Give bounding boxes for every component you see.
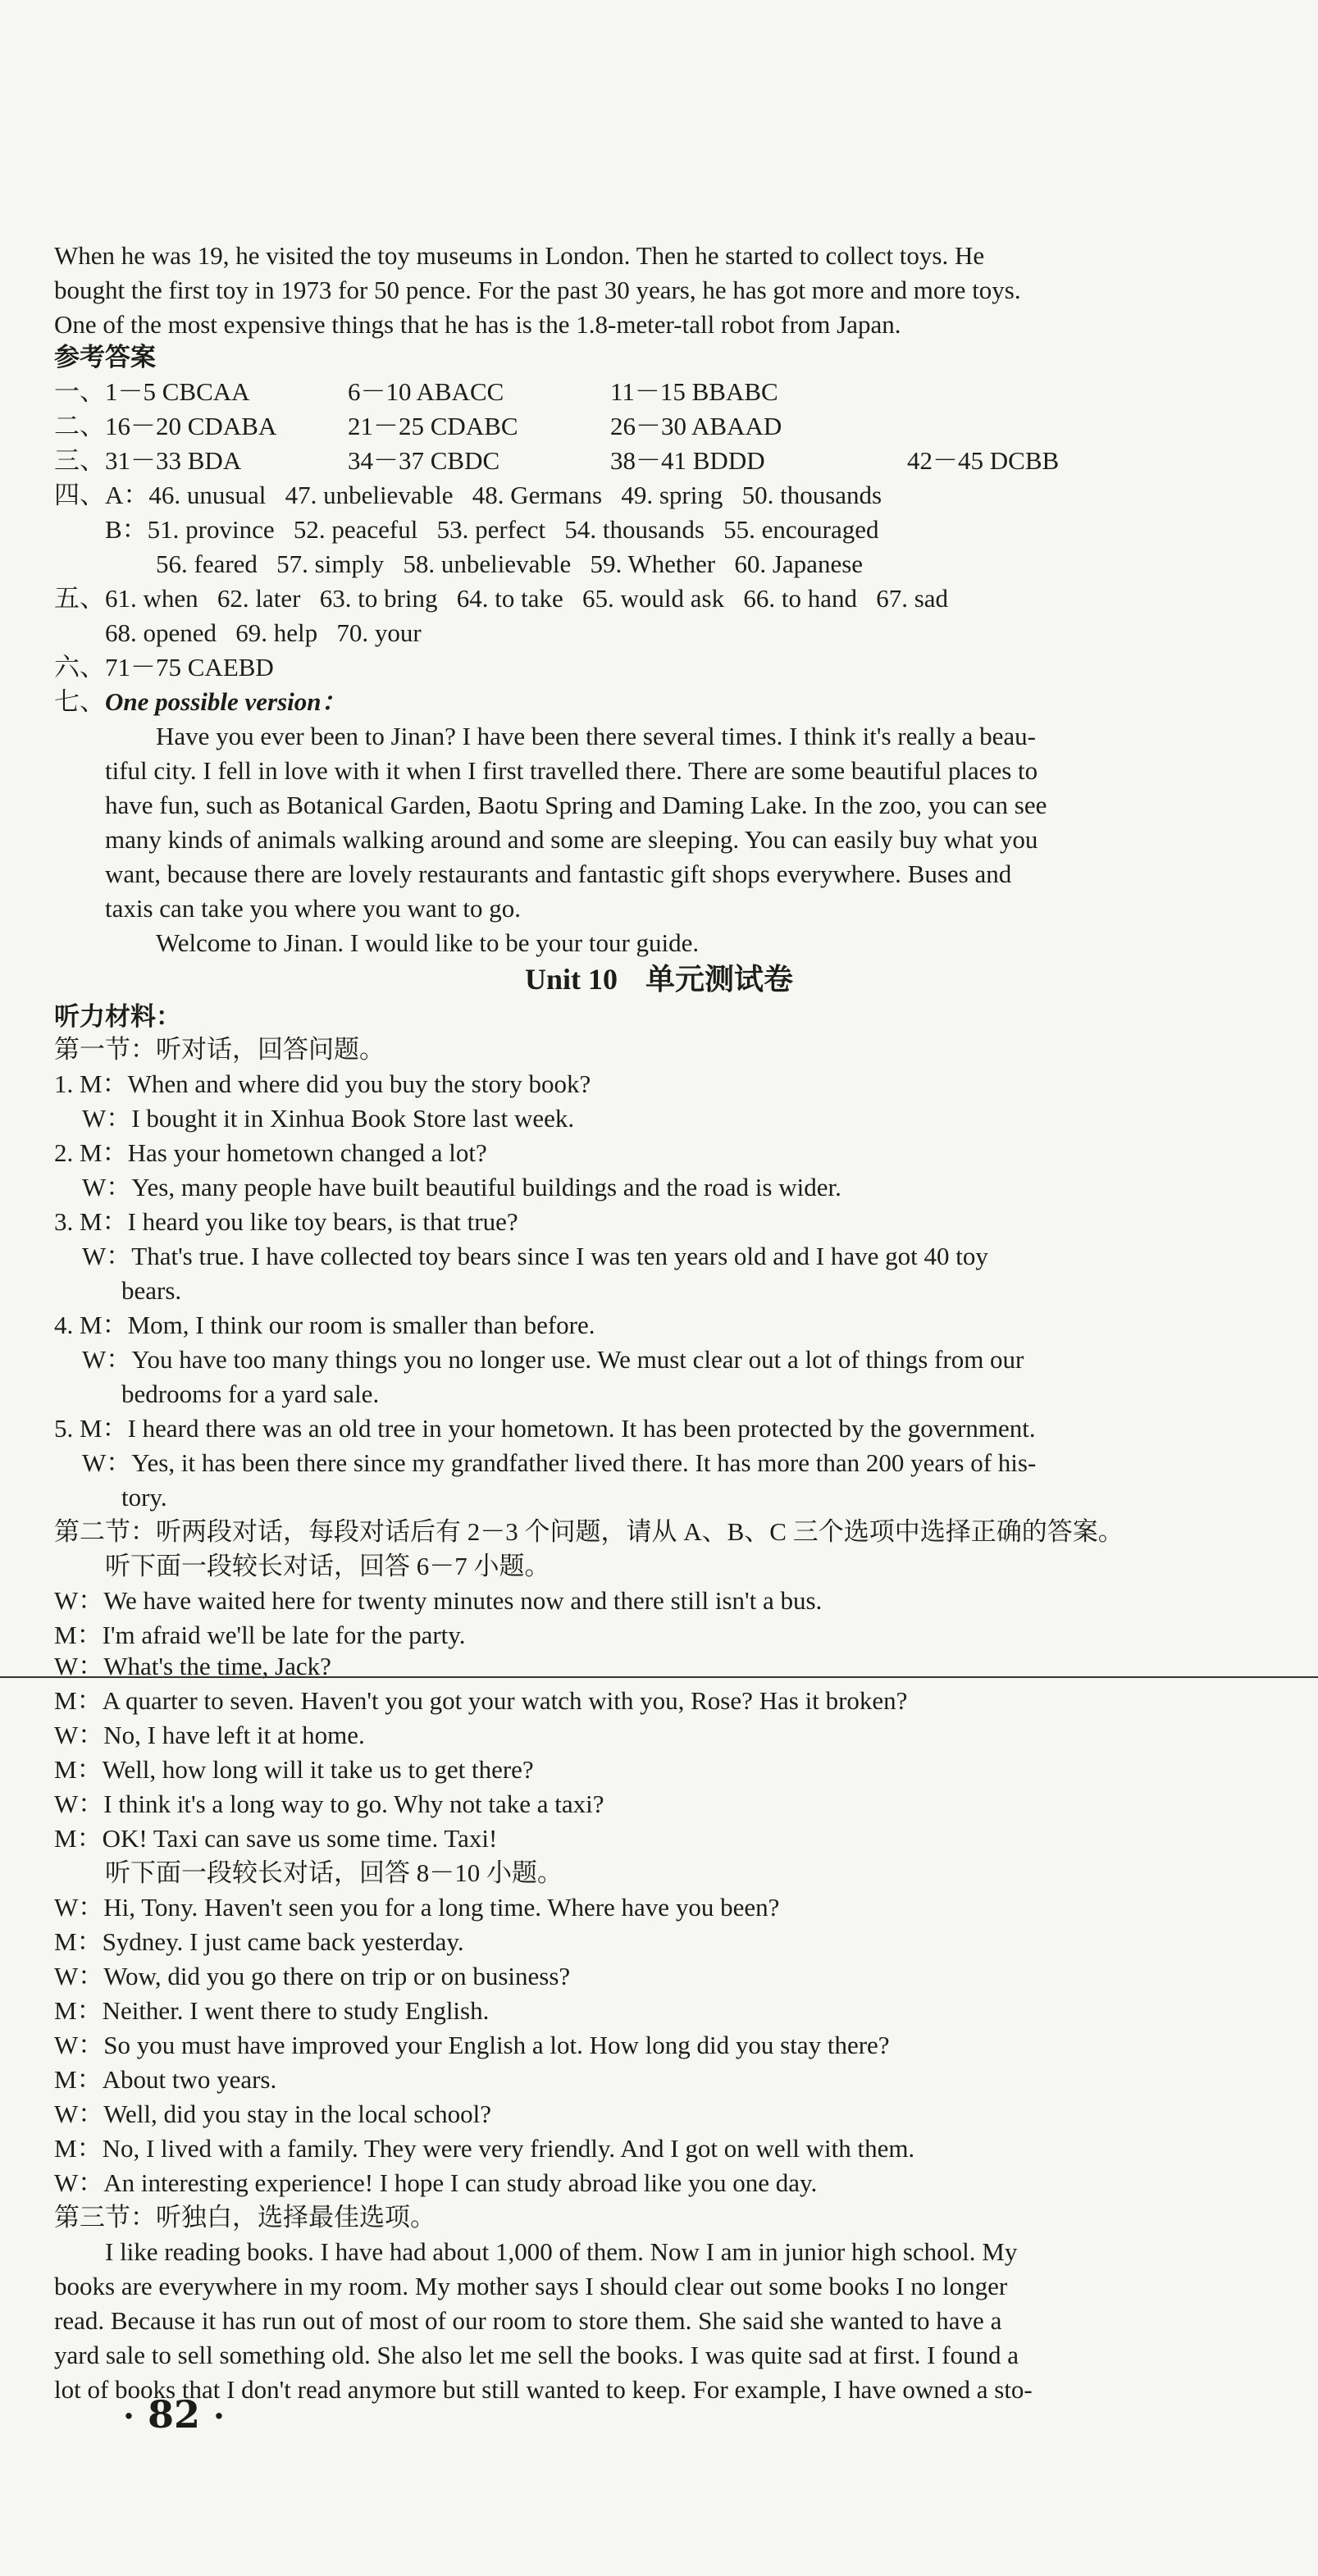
section-heading: 第二节：听两段对话，每段对话后有 2－3 个问题，请从 A、B、C 三个选项中选择正确的答案。 <box>54 1517 1124 1546</box>
mc-cell: 38－41 BDDD <box>610 446 765 475</box>
story-line: bought the first toy in 1973 for 50 pence. For the past 30 years, he has got more and more toys. <box>54 276 1021 304</box>
dialogue-line: W：Wow, did you go there on trip or on business? <box>54 1962 571 1990</box>
dialogue-line: 3. M：I heard you like toy bears, is that true? <box>54 1207 518 1236</box>
dialogue-line: 2. M：Has your hometown changed a lot? <box>54 1138 487 1167</box>
mc-cell: 26－30 ABAAD <box>610 412 782 440</box>
essay-line: Have you ever been to Jinan? I have been there several times. I think it's really a beau- <box>156 722 1036 750</box>
dialogue-line: W：Yes, many people have built beautiful buildings and the road is wider. <box>82 1173 841 1201</box>
mc-cell: 42－45 DCBB <box>907 446 1060 475</box>
section-heading: 第三节：听独白，选择最佳选项。 <box>54 2203 436 2232</box>
dialogue-line: bedrooms for a yard sale. <box>121 1379 380 1408</box>
dialogue-line: M：Sydney. I just came back yesterday. <box>54 1927 464 1956</box>
dialogue-line: M：I'm afraid we'll be late for the party. <box>54 1621 466 1649</box>
dialogue-line: W：You have too many things you no longer use. We must clear out a lot of things from our <box>82 1345 1024 1374</box>
writing-heading-text: One possible version： <box>105 687 347 716</box>
writing-label: 七、 <box>54 687 105 716</box>
monologue-line: yard sale to sell something old. She also let me sell the books. I was quite sad at first. I found a <box>54 2341 1019 2369</box>
dialogue-line: W：What's the time, Jack? <box>54 1652 331 1680</box>
page-number-value: 82 <box>147 2392 200 2437</box>
page-number: · 82 · <box>123 2392 225 2437</box>
mc-cell: 一、1－5 CBCAA <box>54 377 250 406</box>
story-line: When he was 19, he visited the toy museums in London. Then he started to collect toys. He <box>54 241 985 270</box>
dialogue-line: W：We have waited here for twenty minutes now and there still isn't a bus. <box>54 1586 823 1615</box>
monologue-line: read. Because it has run out of most of our room to store them. She said she wanted to have a <box>54 2306 1002 2335</box>
monologue-line: books are everywhere in my room. My mother says I should clear out some books I no longer <box>54 2272 1008 2300</box>
dialogue-line: M：A quarter to seven. Haven't you got your watch with you, Rose? Has it broken? <box>54 1686 908 1715</box>
fill-line: 四、A：46. unusual 47. unbelievable 48. Germans 49. spring 50. thousands <box>54 481 882 509</box>
dialogue-line: tory. <box>121 1483 167 1511</box>
writing-heading <box>54 686 1170 718</box>
monologue-line: lot of books that I don't read anymore but still wanted to keep. For example, I have owned a sto- <box>54 2375 1033 2404</box>
dialogue-line: W：Yes, it has been there since my grandfather lived there. It has more than 200 years of his- <box>82 1448 1037 1477</box>
fill-line: 68. opened 69. help 70. your <box>105 618 422 647</box>
essay-line: have fun, such as Botanical Garden, Baotu Spring and Daming Lake. In the zoo, you can see <box>105 791 1047 819</box>
story-line: One of the most expensive things that he has is the 1.8-meter-tall robot from Japan. <box>54 310 901 339</box>
essay-line: want, because there are lovely restaurants and fantastic gift shops everywhere. Buses and <box>105 859 1012 888</box>
dialogue-intro: 听下面一段较长对话，回答 8－10 小题。 <box>105 1858 563 1887</box>
essay-line: many kinds of animals walking around and some are sleeping. You can easily buy what you <box>105 825 1038 854</box>
dialogue-line: bears. <box>121 1276 182 1305</box>
dialogue-line: 1. M：When and where did you buy the story book? <box>54 1069 591 1098</box>
fill-line: 六、71－75 CAEBD <box>54 653 274 682</box>
dialogue-line: M：OK! Taxi can save us some time. Taxi! <box>54 1824 498 1853</box>
page-divider <box>0 1676 1318 1678</box>
unit-title-text: 单元测试卷 <box>645 963 794 996</box>
mc-cell: 21－25 CDABC <box>348 412 518 440</box>
mc-cell: 三、31－33 BDA <box>54 446 242 475</box>
mc-cell: 34－37 CBDC <box>348 446 500 475</box>
listening-heading: 听力材料： <box>54 1002 181 1031</box>
dialogue-line: W：No, I have left it at home. <box>54 1721 365 1749</box>
dialogue-line: W：Hi, Tony. Haven't seen you for a long time. Where have you been? <box>54 1893 780 1922</box>
dialogue-line: W：So you must have improved your English a lot. How long did you stay there? <box>54 2031 890 2059</box>
dialogue-line: M：Well, how long will it take us to get there? <box>54 1755 534 1784</box>
dialogue-line: M：About two years. <box>54 2065 277 2094</box>
essay-line: tiful city. I fell in love with it when I first travelled there. There are some beautiful places to <box>105 756 1038 785</box>
mc-cell: 二、16－20 CDABA <box>54 412 277 440</box>
dialogue-line: W：I think it's a long way to go. Why not take a taxi? <box>54 1790 604 1818</box>
unit-title <box>0 961 1318 997</box>
fill-line: B：51. province 52. peaceful 53. perfect 54. thousands 55. encouraged <box>105 515 879 544</box>
fill-line: 56. feared 57. simply 58. unbelievable 59. Whether 60. Japanese <box>156 549 864 578</box>
essay-line: Welcome to Jinan. I would like to be your tour guide. <box>156 928 700 957</box>
section-heading: 第一节：听对话，回答问题。 <box>54 1035 385 1064</box>
dialogue-line: 4. M：Mom, I think our room is smaller than before. <box>54 1311 595 1339</box>
fill-line: 五、61. when 62. later 63. to bring 64. to take 65. would ask 66. to hand 67. sad <box>54 584 949 613</box>
dialogue-line: W：An interesting experience! I hope I can study abroad like you one day. <box>54 2168 818 2197</box>
dialogue-line: W：That's true. I have collected toy bears since I was ten years old and I have got 40 toy <box>82 1242 988 1270</box>
answers-heading: 参考答案 <box>54 343 156 372</box>
monologue-line: I like reading books. I have had about 1,000 of them. Now I am in junior high school. My <box>105 2237 1018 2266</box>
mc-cell: 11－15 BBABC <box>610 377 778 406</box>
dialogue-line: W：I bought it in Xinhua Book Store last week. <box>82 1104 575 1133</box>
essay-line: taxis can take you where you want to go. <box>105 894 522 923</box>
dialogue-line: M：No, I lived with a family. They were very friendly. And I got on well with them. <box>54 2134 915 2163</box>
dialogue-intro: 听下面一段较长对话，回答 6－7 小题。 <box>105 1552 550 1580</box>
mc-cell: 6－10 ABACC <box>348 377 504 406</box>
dialogue-line: 5. M：I heard there was an old tree in your hometown. It has been protected by the government. <box>54 1414 1036 1443</box>
dialogue-line: W：Well, did you stay in the local school? <box>54 2100 491 2128</box>
unit-title-number: Unit 10 <box>524 963 618 996</box>
dialogue-line: M：Neither. I went there to study English. <box>54 1996 490 2025</box>
